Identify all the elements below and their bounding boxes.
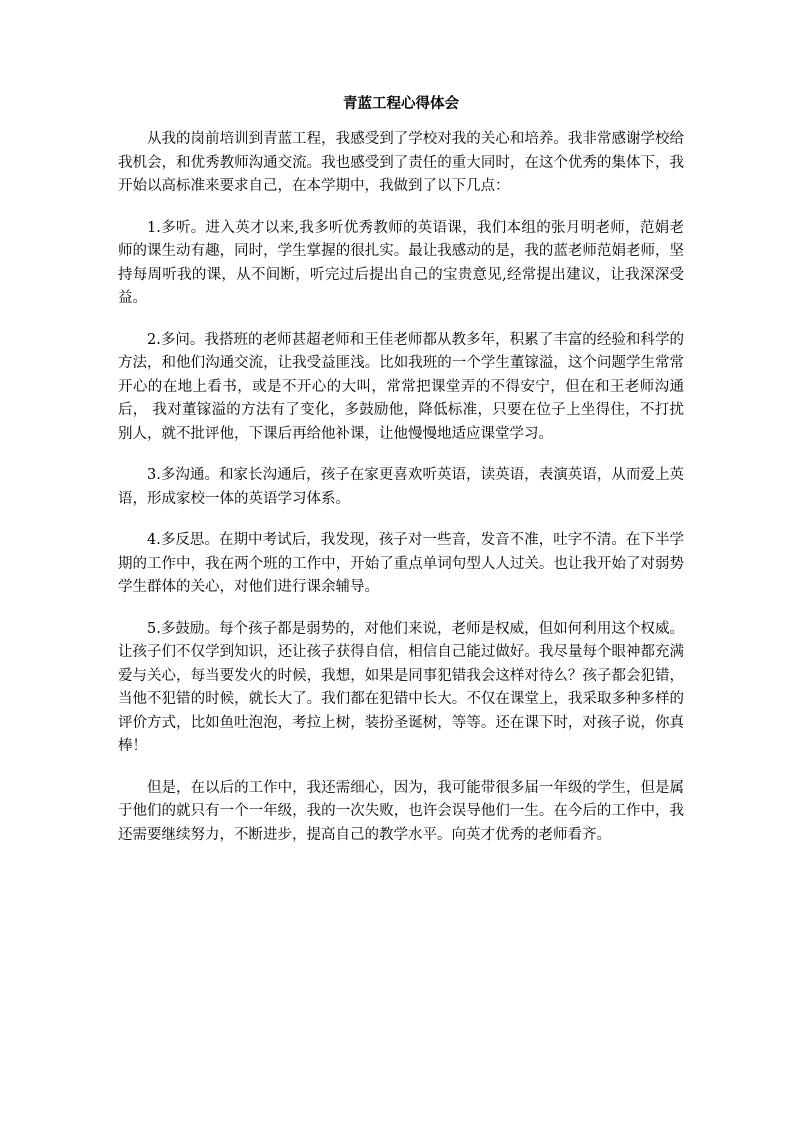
paragraph-listen-more: 1.多听。进入英才以来,我多听优秀教师的英语课，我们本组的张月明老师，范娟老师的课生动有趣，同时，学生掌握的很扎实。最让我感动的是，我的蓝老师范娟老师，坚持每周听我的课，从不间断，听完过后提出自己的宝贵意见,经常提出建议，让我深深受益。 [118, 219, 684, 306]
paragraph-reflect-more: 4.多反思。在期中考试后，我发现，孩子对一些音，发音不准，吐字不清。在下半学期的工作中，我在两个班的工作中，开始了重点单词句型人人过关。也让我开始了对弱势学生群体的关心，对他们进行课余辅导。 [118, 532, 684, 595]
document-title: 青蓝工程心得体会 [343, 95, 459, 112]
paragraph-communicate-more: 3.多沟通。和家长沟通后，孩子在家更喜欢听英语，读英语，表演英语，从而爱上英语，形成家校一体的英语学习体系。 [118, 467, 684, 507]
paragraph-encourage-more: 5.多鼓励。每个孩子都是弱势的，对他们来说，老师是权威，但如何利用这个权威。让孩子们不仅学到知识，还让孩子获得自信，相信自己能过做好。我尽量每个眼神都充满爱与关心，每当要发火的时候，我想，如果是同事犯错我会这样对待么？孩子都会犯错，当他不犯错的时候，就长大了。我们都在犯错中长大。不仅在课堂上，我采取多种多样的评价方式，比如鱼吐泡泡，考拉上树，装扮圣诞树，等等。还在课下时，对孩子说，你真棒！ [118, 620, 684, 754]
paragraph-conclusion: 但是，在以后的工作中，我还需细心，因为，我可能带很多届一年级的学生，但是属于他们的就只有一个一年级，我的一次失败，也许会误导他们一生。在今后的工作中，我还需要继续努力，不断进步，提高自己的教学水平。向英才优秀的老师看齐。 [118, 779, 684, 843]
paragraph-intro: 从我的岗前培训到青蓝工程，我感受到了学校对我的关心和培养。我非常感谢学校给我机会，和优秀教师沟通交流。我也感受到了责任的重大同时，在这个优秀的集体下，我开始以高标准来要求自己，在本学期中，我做到了以下几点： [118, 131, 684, 194]
paragraph-ask-more: 2.多问。我搭班的老师甚超老师和王佳老师都从教多年，积累了丰富的经验和科学的方法，和他们沟通交流，让我受益匪浅。比如我班的一个学生董镓溢，这个问题学生常常开心的在地上看书，或是不开心的大叫，常常把课堂弄的不得安宁，但在和王老师沟通后， 我对董镓溢的方法有了变化，多鼓励他，降低标准，只要在位子上坐得住，不打扰别人，就不批评他，下课后再给他补课，让他慢慢地适应课堂学习。 [118, 331, 684, 442]
document-body [118, 94, 684, 865]
